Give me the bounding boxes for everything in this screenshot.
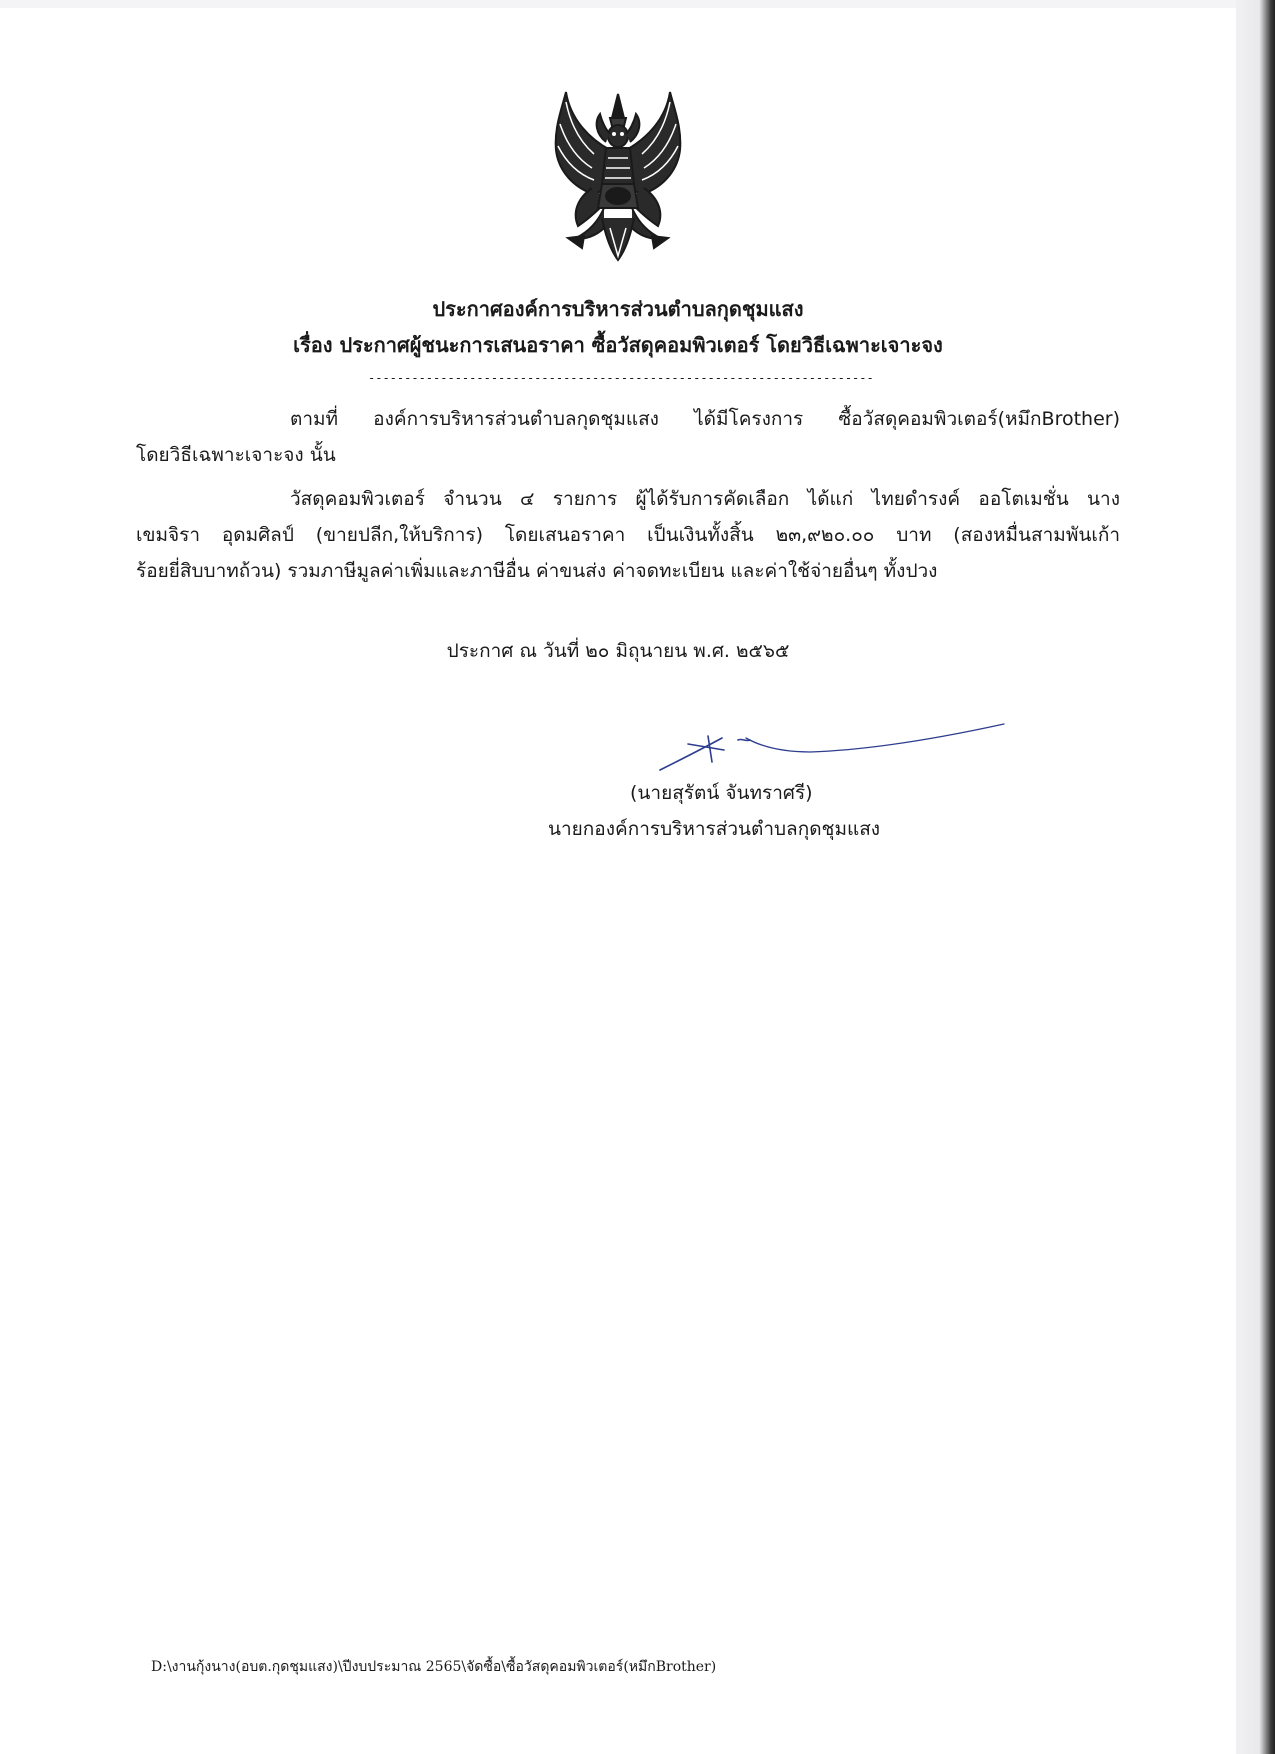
signatory-name: (นายสุรัตน์ จันทราศรี) (630, 782, 813, 804)
garuda-emblem-icon (548, 88, 688, 264)
footer-file-path: D:\งานกุ้งนาง(อบต.กุดชุมแสง)\ปีงบประมาณ 2565\จัดซื้อ\ซื้อวัสดุคอมพิวเตอร์(หมึกBrother) (151, 1659, 717, 1675)
body-paragraph-1-line-2: โดยวิธีเฉพาะเจาะจง นั้น (136, 444, 336, 466)
body-paragraph-2-line-2: เขมจิรา อุดมศิลป์ (ขายปลีก,ให้บริการ) โดยเสนอราคา เป็นเงินทั้งสิ้น ๒๓,๙๒๐.๐๐ บาท (สองหมื่นสามพันเก้า (136, 524, 1120, 546)
body-paragraph-2-line-3: ร้อยยี่สิบบาทถ้วน) รวมภาษีมูลค่าเพิ่มและภาษีอื่น ค่าขนส่ง ค่าจดทะเบียน และค่าใช้จ่ายอื่นๆ ทั้งปวง (136, 560, 938, 582)
announcement-subject: เรื่อง ประกาศผู้ชนะการเสนอราคา ซื้อวัสดุคอมพิวเตอร์ โดยวิธีเฉพาะเจาะจง (293, 333, 943, 357)
body-paragraph-1-line-1: ตามที่ องค์การบริหารส่วนตำบลกุดชุมแสง ได้มีโครงการ ซื้อวัสดุคอมพิวเตอร์(หมึกBrother) (290, 408, 1120, 430)
document-page (0, 8, 1236, 1754)
announcement-date: ประกาศ ณ วันที่ ๒๐ มิถุนายน พ.ศ. ๒๕๖๕ (446, 640, 790, 662)
announcement-title: ประกาศองค์การบริหารส่วนตำบลกุดชุมแสง (432, 297, 804, 321)
scan-top-edge (0, 0, 1236, 8)
handwritten-signature (650, 708, 1020, 778)
separator-line: ---------------------------------------------------------------------- (368, 371, 874, 385)
signatory-position: นายกองค์การบริหารส่วนตำบลกุดชุมแสง (548, 818, 881, 840)
scan-right-edge (1236, 0, 1275, 1754)
body-paragraph-2-line-1: วัสดุคอมพิวเตอร์ จำนวน ๔ รายการ ผู้ได้รับการคัดเลือก ได้แก่ ไทยดำรงค์ ออโตเมชั่น นาง (290, 488, 1120, 510)
